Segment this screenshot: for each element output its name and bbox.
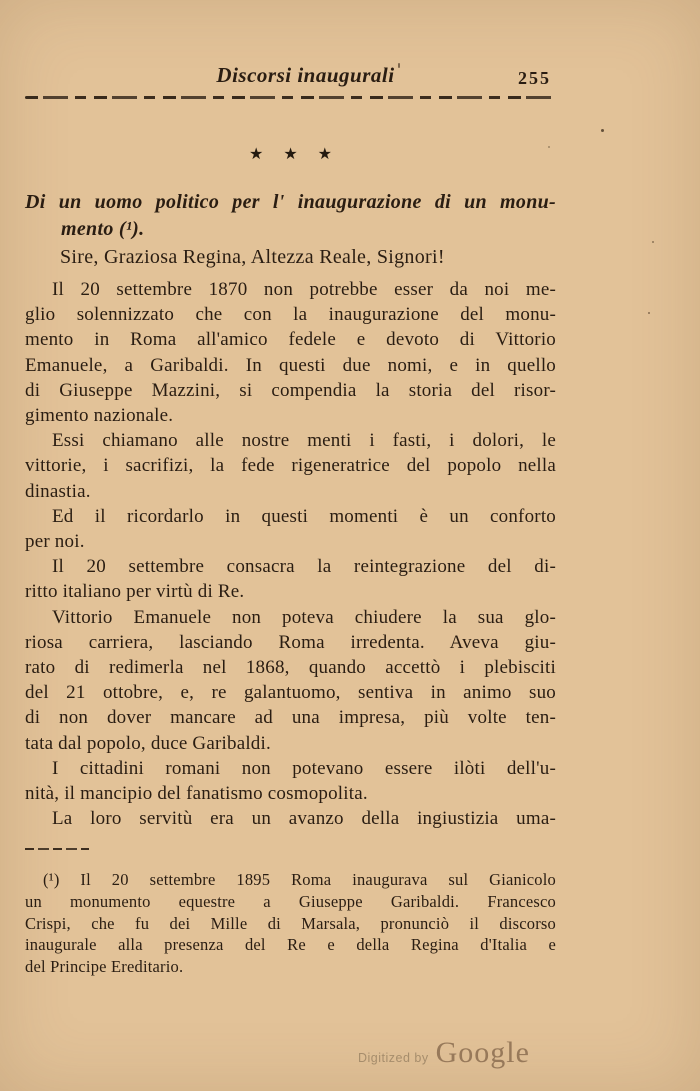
scan-speck [648,312,650,314]
text-line: glio solennizzato che con la inaugurazione del monu- [25,304,556,326]
text-line: I cittadini romani non potevano essere ilòti dell'u- [52,757,556,779]
paragraph [25,806,556,831]
watermark [358,1036,530,1070]
text-line: Vittorio Emanuele non poteva chiudere la sua glo- [52,606,556,628]
text-line: vittorie, i sacrifizi, la fede rigeneratrice del popolo nella [25,455,556,477]
text-line: di Giuseppe Mazzini, si compendia la storia del risor- [25,379,556,401]
text-line: Il 20 settembre consacra la reintegrazione del di- [52,556,556,578]
running-head [25,63,556,91]
footnote-rule [25,848,89,850]
text-line: tata dal popolo, duce Garibaldi. [25,732,271,754]
paragraph [25,277,556,428]
paragraph [25,428,556,504]
salutation-line: Sire, Graziosa Regina, Altezza Reale, Signori! [60,246,445,268]
header-rule [25,96,556,99]
text-line: Ed il ricordarlo in questi momenti è un conforto [52,505,556,527]
text-line: Crispi, che fu dei Mille di Marsala, pronunciò il discorso [25,913,556,933]
text-line: riosa carriera, lasciando Roma irredenta. Aveva giu- [25,631,556,653]
text-line: inaugurale alla presenza del Re e della Regina d'Italia e [25,935,556,955]
text-line: dinastia. [25,480,91,502]
text-line: per noi. [25,531,85,553]
paragraph [25,605,556,756]
text-line: ritto italiano per virtù di Re. [25,581,245,603]
text-line: un monumento equestre a Giuseppe Garibaldi. Francesco [25,891,556,911]
google-logo-text: Google [435,1036,530,1069]
running-title: Discorsi inaugurali [216,63,395,87]
scan-speck [548,146,550,148]
text-line: La loro servitù era un avanzo della ingiustizia uma- [52,808,556,830]
chapter-heading [25,189,556,243]
text-line: nità, il mancipio del fanatismo cosmopolita. [25,783,368,805]
body-text [25,277,556,831]
page-number: 255 [518,68,551,88]
paragraph [25,756,556,806]
scan-speck [601,129,604,132]
text-line: gimento nazionale. [25,405,174,427]
text-line: del Principe Ereditario. [25,957,184,977]
text-line: mento (¹). [61,218,145,240]
text-line: Essi chiamano alle nostre menti i fasti, i dolori, le [52,430,556,452]
text-line: Di un uomo politico per l' inaugurazione di un monu- [25,191,556,213]
footnote [25,869,556,978]
text-line: Emanuele, a Garibaldi. In questi due nomi, e in quello [25,354,556,376]
scan-speck [398,63,400,68]
digitized-by-label: Digitized by [358,1051,429,1065]
text-line: di non dover mancare ad una impresa, più volte ten- [25,707,556,729]
text-line: del 21 ottobre, e, re galantuomo, sentiva in animo suo [25,682,556,704]
paragraph [25,504,556,554]
scan-speck [652,241,654,243]
text-line: mento in Roma all'amico fedele e devoto di Vittorio [25,329,556,351]
paragraph [25,554,556,604]
section-divider-stars: ★ ★ ★ [248,146,333,163]
text-line: (¹) Il 20 settembre 1895 Roma inaugurava sul Gianicolo [43,870,556,889]
text-line: Il 20 settembre 1870 non potrebbe esser da noi me- [52,279,556,300]
text-line: rato di redimerla nel 1868, quando accettò i plebisciti [25,657,556,679]
